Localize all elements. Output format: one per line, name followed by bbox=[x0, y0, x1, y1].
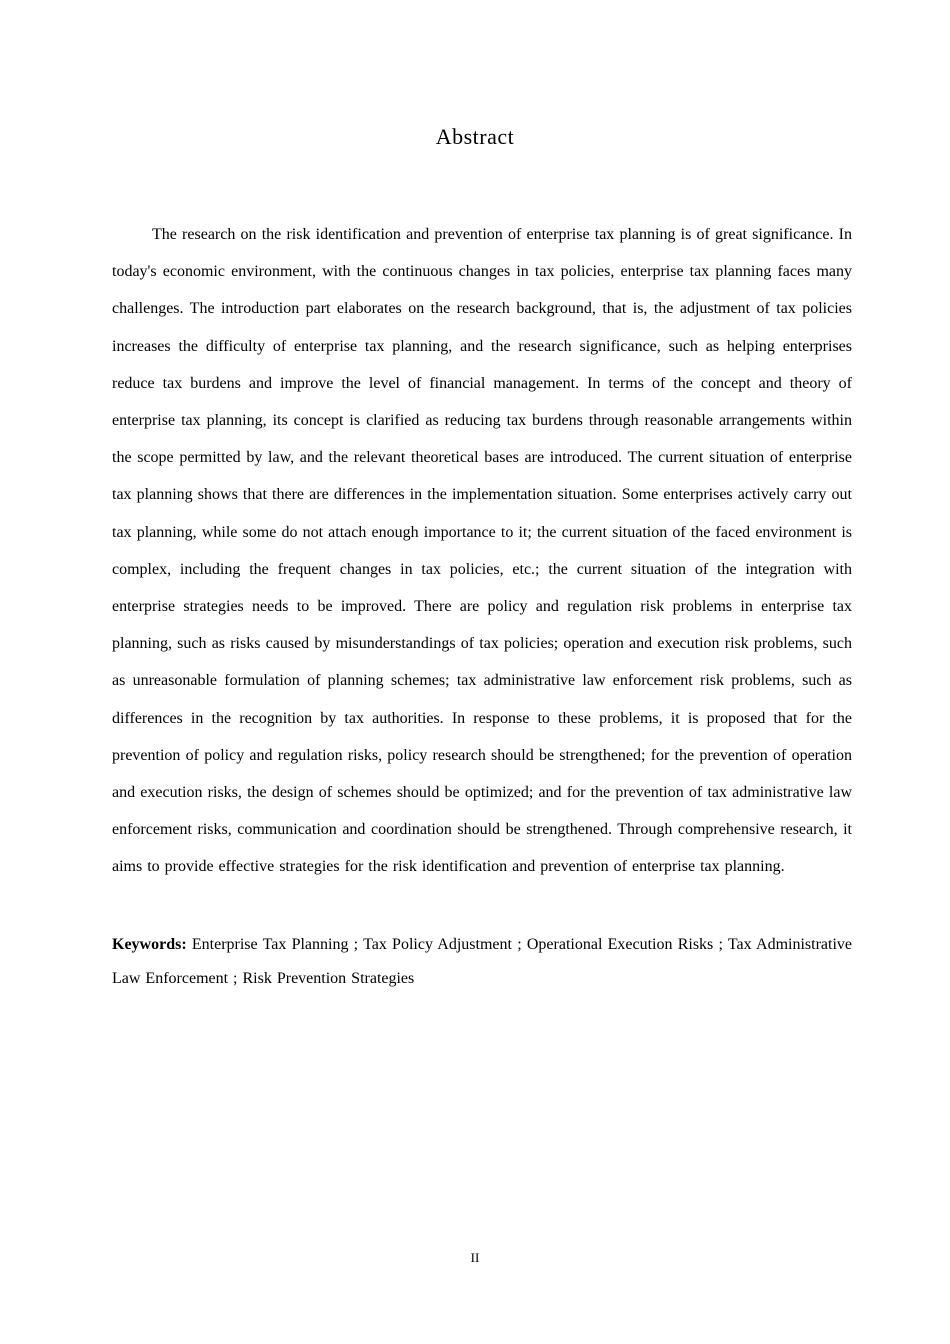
abstract-body-paragraph: The research on the risk identification and prevention of enterprise tax planning is of great significance. In today's economic environment, with the continuous changes in tax policies, enterprise tax planning faces many challenges. The introduction part elaborates on the research background, that is, the adjustment of tax policies increases the difficulty of enterprise tax planning, and the research significance, such as helping enterprises reduce tax burdens and improve the level of financial management. In terms of the concept and theory of enterprise tax planning, its concept is clarified as reducing tax burdens through reasonable arrangements within the scope permitted by law, and the relevant theoretical bases are introduced. The current situation of enterprise tax planning shows that there are differences in the implementation situation. Some enterprises actively carry out tax planning, while some do not attach enough importance to it; the current situation of the faced environment is complex, including the frequent changes in tax policies, etc.; the current situation of the integration with enterprise strategies needs to be improved. There are policy and regulation risk problems in enterprise tax planning, such as risks caused by misunderstandings of tax policies; operation and execution risk problems, such as unreasonable formulation of planning schemes; tax administrative law enforcement risk problems, such as differences in the recognition by tax authorities. In response to these problems, it is proposed that for the prevention of policy and regulation risks, policy research should be strengthened; for the prevention of operation and execution risks, the design of schemes should be optimized; and for the prevention of tax administrative law enforcement risks, communication and coordination should be strengthened. Through comprehensive research, it aims to provide effective strategies for the risk identification and prevention of enterprise tax planning. bbox=[112, 226, 852, 876]
keywords-paragraph bbox=[112, 928, 852, 996]
page-number: II bbox=[470, 1250, 480, 1265]
keywords-text: Enterprise Tax Planning ; Tax Policy Adjustment ; Operational Execution Risks ; Tax Administrative Law Enforcement ; Risk Prevention Strategies bbox=[112, 935, 852, 987]
keywords-label: Keywords: bbox=[112, 935, 187, 953]
page-title: Abstract bbox=[435, 124, 515, 149]
